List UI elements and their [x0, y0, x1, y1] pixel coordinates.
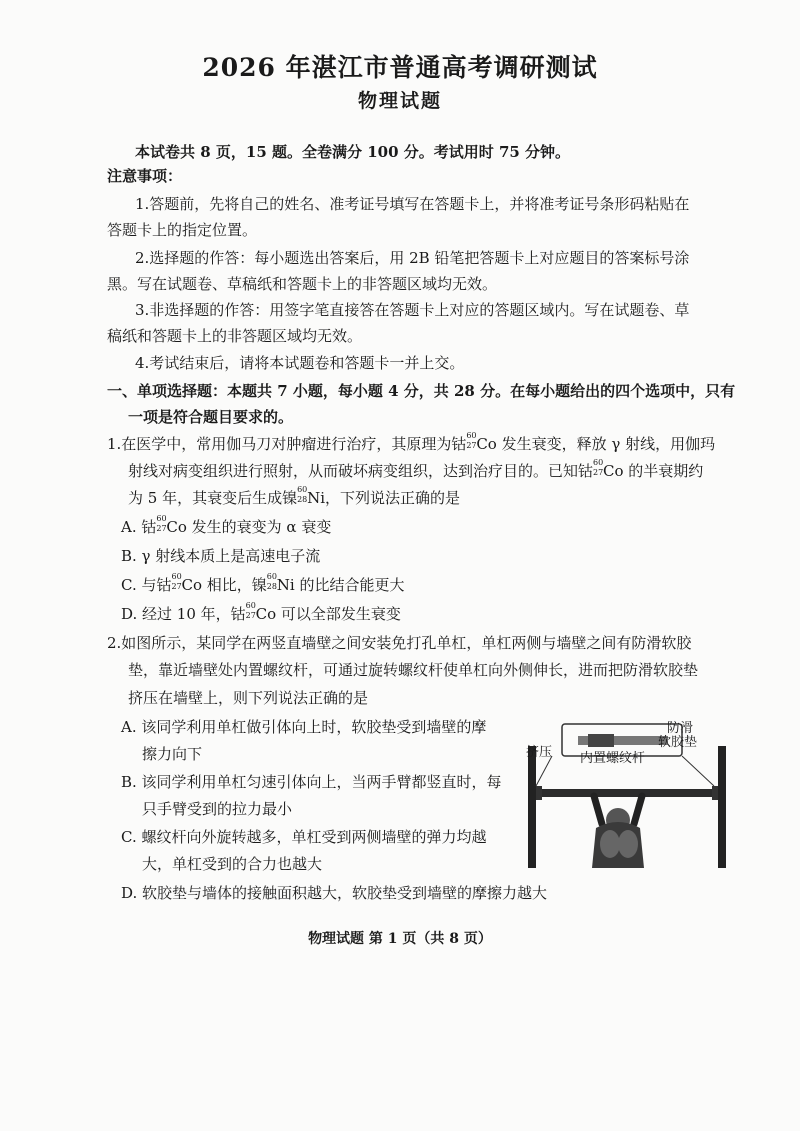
- section-heading: 一、单项选择题：本题共 7 小题，每小题 4 分，共 28 分。在每小题给出的四个选项中，只有: [107, 382, 736, 400]
- notice-line: 4.考试结束后，请将本试题卷和答题卡一并上交。: [135, 354, 465, 372]
- q2-option-d: D. 软胶垫与墙体的接触面积越大，软胶垫受到墙壁的摩擦力越大: [121, 884, 548, 902]
- cobalt-isotope: 60 27: [593, 458, 604, 477]
- section-heading-cont: 一项是符合题目要求的。: [128, 408, 294, 426]
- detail-pointer: [682, 756, 714, 786]
- nickel-isotope: 60 28: [297, 485, 308, 504]
- q2-option-b-cont: 只手臂受到的拉力最小: [142, 800, 293, 818]
- cobalt-isotope: 60 27: [466, 431, 477, 450]
- exam-summary: 本试卷共 8 页，15 题。全卷满分 100 分。考试用时 75 分钟。: [135, 143, 571, 161]
- nickel-isotope: 60 28: [266, 572, 277, 591]
- muscle-shade: [618, 830, 638, 858]
- page-footer: 物理试题 第 1 页（共 8 页）: [308, 931, 492, 947]
- detail-pointer: [536, 756, 552, 786]
- muscle-shade: [600, 830, 620, 858]
- q2-option-a-cont: 擦力向下: [142, 745, 203, 763]
- q2-option-a: A. 该同学利用单杠做引体向上时，软胶垫受到墙壁的摩: [121, 718, 487, 736]
- exam-title: 2026 年湛江市普通高考调研测试: [202, 53, 598, 82]
- q1-stem-line: 1.在医学中，常用伽马刀对肿瘤进行治疗，其原理为钴 60 27 Co 发生衰变，释放 γ 射线，用伽玛: [107, 431, 716, 453]
- cobalt-isotope: 60 27: [171, 572, 182, 591]
- q2-stem-line: 垫，靠近墙壁处内置螺纹杆，可通过旋转螺纹杆使单杠向外侧伸长，进而把防滑软胶垫: [128, 661, 699, 679]
- label-rubber-pad: 软胶垫: [658, 735, 698, 750]
- q2-option-b: B. 该同学利用单杠匀速引体向上，当两手臂都竖直时，每: [121, 773, 502, 791]
- cobalt-isotope: 60 27: [245, 601, 256, 620]
- label-antislip: 防滑: [667, 721, 694, 736]
- left-wall: [528, 746, 536, 868]
- left-pad: [536, 786, 542, 800]
- notice-heading: 注意事项：: [107, 167, 183, 185]
- notice-line: 稿纸和答题卡上的非答题区域均无效。: [107, 327, 363, 345]
- q1-option-a: A. 钴 60 27 Co 发生的衰变为 α 衰变: [121, 514, 332, 536]
- q2-stem-line: 2.如图所示，某同学在两竖直墙壁之间安装免打孔单杠，单杠两侧与墙壁之间有防滑软胶: [107, 634, 692, 652]
- q2-stem-line: 挤压在墙壁上，则下列说法正确的是: [128, 689, 369, 707]
- notice-line: 2.选择题的作答：每小题选出答案后，用 2B 铅笔把答题卡上对应题目的答案标号涂: [135, 249, 690, 267]
- label-screw-rod: 内置螺纹杆: [580, 751, 646, 766]
- left-arm: [594, 796, 602, 824]
- notice-line: 答题卡上的指定位置。: [107, 221, 258, 239]
- q1-stem-line: 射线对病变组织进行照射，从而破坏病变组织，达到治疗目的。已知钴 60 27 Co 的半衰期约: [128, 458, 704, 480]
- pullup-bar-figure: [522, 716, 732, 868]
- label-squeeze: 挤压: [526, 745, 553, 760]
- q1-stem-line: 为 5 年，其衰变后生成镍 60 28 Ni，下列说法正确的是: [128, 485, 461, 507]
- pullup-illustration: [522, 716, 732, 868]
- right-arm: [634, 796, 642, 824]
- bar: [542, 789, 712, 797]
- notice-line: 3.非选择题的作答：用签字笔直接答在答题卡上对应的答题区域内。写在试题卷、草: [135, 301, 690, 319]
- q1-option-d: D. 经过 10 年，钴 60 27 Co 可以全部发生衰变: [121, 601, 401, 623]
- notice-line: 1.答题前，先将自己的姓名、准考证号填写在答题卡上，并将准考证号条形码粘贴在: [135, 195, 690, 213]
- notice-line: 黑。写在试题卷、草稿纸和答题卡上的非答题区域均无效。: [107, 275, 498, 293]
- q2-option-c: C. 螺纹杆向外旋转越多，单杠受到两侧墙壁的弹力均越: [121, 828, 487, 846]
- right-pad: [712, 786, 718, 800]
- detail-screw: [588, 734, 614, 747]
- exam-subtitle: 物理试题: [357, 90, 442, 112]
- q1-option-b: B. γ 射线本质上是高速电子流: [121, 547, 321, 565]
- right-wall: [718, 746, 726, 868]
- q1-option-c: C. 与钴 60 27 Co 相比，镍 60 28 Ni 的比结合能更大: [121, 572, 405, 594]
- cobalt-isotope: 60 27: [156, 514, 167, 533]
- q2-option-c-cont: 大，单杠受到的合力也越大: [142, 855, 323, 873]
